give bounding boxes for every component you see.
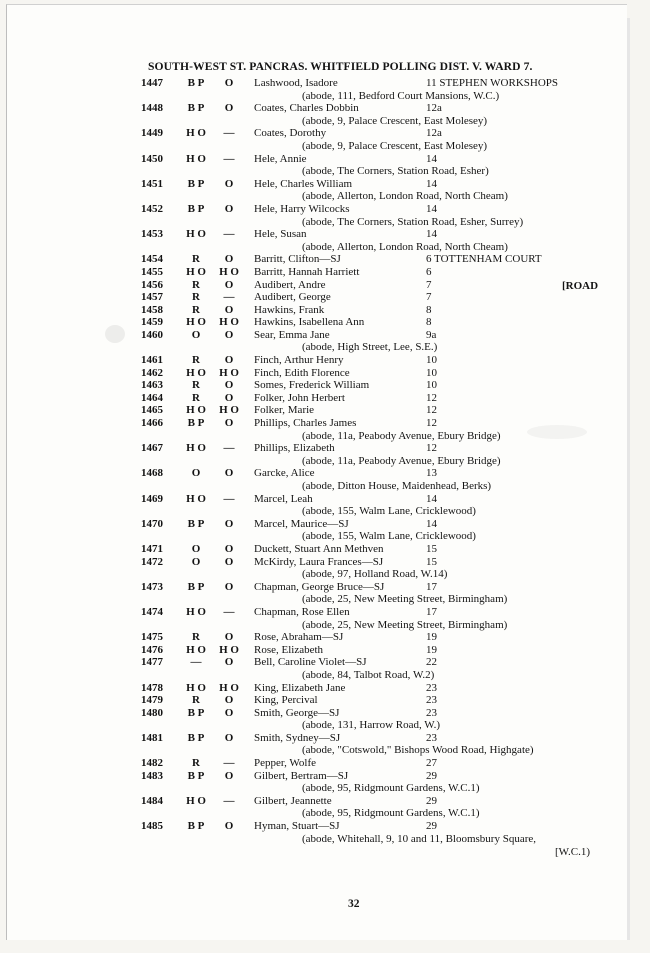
elector-name: Lashwood, Isadore: [254, 77, 338, 89]
address-number: 13: [426, 467, 437, 480]
entry-row: [0, 707, 620, 720]
address-number: 29: [426, 794, 437, 807]
address-number: 12: [426, 442, 437, 455]
address-number: 12a: [426, 102, 442, 115]
entry-number: 1462: [141, 366, 163, 379]
address-number: 6 TOTTENHAM COURT: [426, 253, 542, 266]
entry-row: [0, 467, 620, 480]
entry-number: 1453: [141, 228, 163, 241]
abode-line: [0, 341, 620, 354]
address-number: 19: [426, 631, 437, 644]
address-number: 9a: [426, 328, 437, 341]
entry-row: [0, 203, 620, 216]
entry-row: [0, 795, 620, 808]
entry-number: 1447: [141, 77, 163, 89]
address-number: 12: [426, 417, 437, 430]
abode-text: (abode, 95, Ridgmount Gardens, W.C.1): [302, 782, 480, 795]
qualification-2: O: [224, 253, 234, 266]
qualification-1: B P: [187, 102, 205, 115]
entry-row: [0, 581, 620, 594]
entry-number: 1467: [141, 442, 163, 455]
qualification-2: —: [223, 127, 235, 140]
qualification-1: O: [191, 542, 201, 555]
entry-number: 1463: [141, 379, 163, 392]
qualification-2: —: [223, 492, 235, 505]
elector-name: Hele, Charles William: [254, 177, 353, 190]
address-number: 14: [426, 517, 437, 530]
qualification-2: H O: [219, 404, 239, 417]
address-number: 14: [426, 152, 437, 165]
qualification-2: —: [223, 152, 235, 165]
elector-name: Somes, Frederick William: [254, 379, 370, 392]
entry-row: [0, 354, 620, 367]
address-number: 23: [426, 681, 437, 694]
elector-name: Coates, Dorothy: [254, 127, 327, 140]
address-number: 17: [426, 580, 437, 593]
abode-line: [0, 480, 620, 493]
qualification-2: —: [223, 442, 235, 455]
address-number: 12: [426, 404, 437, 417]
entry-number: 1468: [141, 467, 163, 480]
address-number: 7: [426, 291, 432, 304]
qualification-2: O: [224, 202, 234, 215]
qualification-2: —: [223, 794, 235, 807]
entry-row: [0, 518, 620, 531]
address-number: 12: [426, 391, 437, 404]
elector-name: Hyman, Stuart—SJ: [254, 820, 340, 833]
qualification-2: —: [223, 605, 235, 618]
qualification-2: O: [224, 706, 234, 719]
qualification-2: O: [224, 354, 234, 367]
qualification-1: H O: [186, 492, 206, 505]
entry-row: [0, 606, 620, 619]
qualification-1: B P: [187, 706, 205, 719]
qualification-2: O: [224, 177, 234, 190]
qualification-1: R: [192, 291, 200, 304]
entry-row: [0, 820, 620, 833]
qualification-1: R: [192, 631, 200, 644]
entry-number: 1483: [141, 769, 163, 782]
qualification-2: O: [224, 391, 234, 404]
abode-line: [0, 115, 620, 128]
entry-row: [0, 379, 620, 392]
elector-name: McKirdy, Laura Frances—SJ: [254, 555, 384, 568]
abode-line: [0, 619, 620, 632]
entry-number: 1469: [141, 492, 163, 505]
entry-number: 1480: [141, 706, 163, 719]
qualification-1: R: [192, 391, 200, 404]
qualification-2: H O: [219, 643, 239, 656]
entry-row: [0, 329, 620, 342]
entry-row: [0, 656, 620, 669]
page-number: 32: [348, 898, 360, 910]
road-continuation: [ROAD: [562, 280, 599, 292]
entry-number: 1461: [141, 354, 163, 367]
abode-line: [0, 744, 620, 757]
qualification-2: O: [224, 580, 234, 593]
entry-number: 1474: [141, 605, 163, 618]
elector-name: Gilbert, Bertram—SJ: [254, 769, 349, 782]
qualification-1: H O: [186, 316, 206, 329]
qualification-1: B P: [187, 580, 205, 593]
entry-row: [0, 304, 620, 317]
elector-name: Pepper, Wolfe: [254, 757, 317, 770]
qualification-2: O: [224, 631, 234, 644]
qualification-2: O: [224, 328, 234, 341]
entry-number: 1482: [141, 757, 163, 770]
address-number: 29: [426, 820, 437, 833]
address-number: 23: [426, 694, 437, 707]
qualification-2: O: [224, 517, 234, 530]
qualification-1: H O: [186, 404, 206, 417]
abode-line: [0, 140, 620, 153]
address-number: 11 STEPHEN WORKSHOPS: [426, 77, 559, 89]
abode-line: [0, 430, 620, 443]
address-number: 14: [426, 202, 437, 215]
qualification-1: R: [192, 354, 200, 367]
entry-number: 1458: [141, 303, 163, 316]
entry-number: 1460: [141, 328, 163, 341]
qualification-2: H O: [219, 681, 239, 694]
elector-name: Gilbert, Jeannette: [254, 794, 332, 807]
qualification-1: R: [192, 694, 200, 707]
qualification-1: B P: [187, 731, 205, 744]
address-number: 17: [426, 605, 437, 618]
qualification-2: —: [223, 228, 235, 241]
elector-name: Smith, Sydney—SJ: [254, 731, 341, 744]
entry-number: 1449: [141, 127, 163, 140]
qualification-1: B P: [187, 77, 205, 89]
elector-name: Hele, Susan: [254, 228, 307, 241]
entry-row: [0, 77, 620, 90]
address-number: 14: [426, 228, 437, 241]
qualification-1: H O: [186, 442, 206, 455]
qualification-1: H O: [186, 794, 206, 807]
entry-row: [0, 102, 620, 115]
entry-number: 1452: [141, 202, 163, 215]
qualification-2: O: [224, 278, 234, 291]
abode-line: [0, 216, 620, 229]
entry-number: 1481: [141, 731, 163, 744]
abode-text: (abode, 84, Talbot Road, W.2): [302, 668, 435, 681]
entry-row: [0, 153, 620, 166]
entry-row: [0, 279, 620, 292]
qualification-1: O: [191, 328, 201, 341]
abode-text: (abode, 25, New Meeting Street, Birmingham): [302, 618, 508, 631]
qualification-1: B P: [187, 517, 205, 530]
address-number: 10: [426, 354, 437, 367]
entry-row: [0, 543, 620, 556]
entry-row: [0, 493, 620, 506]
address-number: 14: [426, 177, 437, 190]
elector-name: Rose, Abraham—SJ: [254, 631, 344, 644]
qualification-2: O: [224, 542, 234, 555]
abode-text: (abode, The Corners, Station Road, Esher): [302, 165, 489, 178]
entry-row: [0, 253, 620, 266]
qualification-1: H O: [186, 152, 206, 165]
abode-line: [0, 90, 620, 103]
elector-name: Finch, Arthur Henry: [254, 354, 344, 367]
address-number: 8: [426, 303, 432, 316]
qualification-2: H O: [219, 316, 239, 329]
address-number: 7: [426, 278, 432, 291]
qualification-2: O: [224, 417, 234, 430]
qualification-1: R: [192, 379, 200, 392]
qualification-1: B P: [187, 202, 205, 215]
abode-text: (abode, 155, Walm Lane, Cricklewood): [302, 505, 476, 518]
entry-row: [0, 127, 620, 140]
entry-number: 1478: [141, 681, 163, 694]
entry-row: [0, 291, 620, 304]
entries-list: [0, 77, 620, 845]
elector-name: Audibert, Andre: [254, 278, 326, 291]
qualification-2: O: [224, 731, 234, 744]
address-number: 12a: [426, 127, 442, 140]
abode-text: (abode, 111, Bedford Court Mansions, W.C.): [302, 89, 500, 102]
entry-number: 1470: [141, 517, 163, 530]
qualification-2: O: [224, 467, 234, 480]
abode-text: (abode, 11a, Peabody Avenue, Ebury Bridge): [302, 429, 501, 442]
abode-text: (abode, 9, Palace Crescent, East Molesey): [302, 114, 488, 127]
abode-line: [0, 807, 620, 820]
elector-name: Phillips, Elizabeth: [254, 442, 335, 455]
entry-number: 1450: [141, 152, 163, 165]
qualification-2: O: [224, 555, 234, 568]
entry-number: 1471: [141, 542, 163, 555]
address-number: 10: [426, 379, 437, 392]
entry-row: [0, 392, 620, 405]
abode-line: [0, 833, 620, 846]
entry-row: [0, 556, 620, 569]
qualification-1: —: [190, 656, 202, 669]
entry-row: [0, 770, 620, 783]
elector-name: Barritt, Hannah Harriett: [254, 265, 360, 278]
qualification-1: B P: [187, 769, 205, 782]
abode-line: [0, 165, 620, 178]
elector-name: Chapman, George Bruce—SJ: [254, 580, 385, 593]
entry-number: 1466: [141, 417, 163, 430]
abode-line: [0, 190, 620, 203]
qualification-1: H O: [186, 643, 206, 656]
abode-text: (abode, 131, Harrow Road, W.): [302, 719, 441, 732]
elector-name: King, Percival: [254, 694, 318, 707]
abode-line: [0, 455, 620, 468]
entry-row: [0, 631, 620, 644]
address-number: 14: [426, 492, 437, 505]
address-number: 22: [426, 656, 437, 669]
entry-number: 1456: [141, 278, 163, 291]
abode-text: (abode, Allerton, London Road, North Cheam): [302, 190, 508, 203]
register-header: SOUTH-WEST ST. PANCRAS. WHITFIELD POLLING DIST. V. WARD 7.: [148, 60, 533, 73]
abode-text: (abode, 9, Palace Crescent, East Molesey): [302, 139, 488, 152]
elector-name: Phillips, Charles James: [254, 417, 357, 430]
entry-number: 1479: [141, 694, 163, 707]
elector-name: Garcke, Alice: [254, 467, 315, 480]
qualification-1: R: [192, 253, 200, 266]
elector-name: Barritt, Clifton—SJ: [254, 253, 341, 266]
qualification-2: O: [224, 77, 234, 89]
abode-line: [0, 530, 620, 543]
qualification-1: O: [191, 555, 201, 568]
address-number: 23: [426, 706, 437, 719]
elector-name: Marcel, Leah: [254, 492, 313, 505]
qualification-1: H O: [186, 127, 206, 140]
entry-row: [0, 228, 620, 241]
entry-number: 1472: [141, 555, 163, 568]
entry-row: [0, 404, 620, 417]
abode-text: (abode, 25, New Meeting Street, Birmingham): [302, 593, 508, 606]
abode-line: [0, 568, 620, 581]
elector-name: Sear, Emma Jane: [254, 328, 330, 341]
qualification-1: H O: [186, 681, 206, 694]
abode-line: [0, 505, 620, 518]
entry-number: 1457: [141, 291, 163, 304]
elector-name: Audibert, George: [254, 291, 331, 304]
abode-text: (abode, The Corners, Station Road, Esher, Surrey): [302, 215, 524, 228]
entry-number: 1451: [141, 177, 163, 190]
abode-line: [0, 669, 620, 682]
address-number: 15: [426, 542, 437, 555]
entry-number: 1476: [141, 643, 163, 656]
qualification-1: H O: [186, 366, 206, 379]
qualification-2: O: [224, 379, 234, 392]
qualification-1: B P: [187, 177, 205, 190]
entry-row: [0, 178, 620, 191]
address-number: 6: [426, 265, 432, 278]
entry-row: [0, 417, 620, 430]
qualification-1: R: [192, 757, 200, 770]
entry-row: [0, 367, 620, 380]
address-number: 10: [426, 366, 437, 379]
entry-number: 1484: [141, 794, 163, 807]
abode-text: (abode, 97, Holland Road, W.14): [302, 568, 448, 581]
abode-text: (abode, "Cotswold," Bishops Wood Road, Highgate): [302, 744, 534, 757]
entry-row: [0, 757, 620, 770]
elector-name: Finch, Edith Florence: [254, 366, 350, 379]
qualification-2: O: [224, 820, 234, 833]
address-number: 19: [426, 643, 437, 656]
entry-row: [0, 316, 620, 329]
abode-text: (abode, 95, Ridgmount Gardens, W.C.1): [302, 807, 480, 820]
elector-name: Coates, Charles Dobbin: [254, 102, 359, 115]
address-number: 8: [426, 316, 432, 329]
elector-name: Hele, Annie: [254, 152, 307, 165]
elector-name: King, Elizabeth Jane: [254, 681, 346, 694]
entry-number: 1448: [141, 102, 163, 115]
qualification-2: H O: [219, 366, 239, 379]
qualification-1: H O: [186, 228, 206, 241]
elector-name: Hele, Harry Wilcocks: [254, 202, 350, 215]
final-continuation: [W.C.1): [555, 846, 591, 858]
qualification-2: O: [224, 303, 234, 316]
entry-row: [0, 682, 620, 695]
qualification-2: O: [224, 694, 234, 707]
address-number: 23: [426, 731, 437, 744]
elector-name: Hawkins, Isabellena Ann: [254, 316, 365, 329]
qualification-1: B P: [187, 820, 205, 833]
entry-number: 1473: [141, 580, 163, 593]
qualification-2: O: [224, 769, 234, 782]
elector-name: Marcel, Maurice—SJ: [254, 517, 349, 530]
elector-name: Duckett, Stuart Ann Methven: [254, 542, 384, 555]
address-number: 27: [426, 757, 437, 770]
entry-number: 1464: [141, 391, 163, 404]
elector-name: Folker, John Herbert: [254, 391, 345, 404]
elector-name: Bell, Caroline Violet—SJ: [254, 656, 367, 669]
entry-number: 1454: [141, 253, 163, 266]
entry-number: 1475: [141, 631, 163, 644]
qualification-2: —: [223, 757, 235, 770]
entry-number: 1465: [141, 404, 163, 417]
abode-text: (abode, Ditton House, Maidenhead, Berks): [302, 480, 492, 492]
qualification-2: O: [224, 656, 234, 669]
abode-line: [0, 593, 620, 606]
abode-text: (abode, Allerton, London Road, North Cheam): [302, 240, 508, 253]
abode-text: (abode, 11a, Peabody Avenue, Ebury Bridge): [302, 454, 501, 467]
abode-line: [0, 782, 620, 795]
entry-row: [0, 694, 620, 707]
qualification-1: H O: [186, 605, 206, 618]
abode-text: (abode, 155, Walm Lane, Cricklewood): [302, 530, 476, 543]
elector-name: Rose, Elizabeth: [254, 643, 324, 656]
entry-number: 1455: [141, 265, 163, 278]
abode-line: [0, 241, 620, 254]
qualification-1: B P: [187, 417, 205, 430]
address-number: 15: [426, 555, 437, 568]
qualification-1: R: [192, 278, 200, 291]
entry-row: [0, 732, 620, 745]
abode-line: [0, 719, 620, 732]
elector-name: Folker, Marie: [254, 404, 315, 417]
qualification-2: —: [223, 291, 235, 304]
entry-number: 1485: [141, 820, 163, 833]
elector-name: Smith, George—SJ: [254, 706, 340, 719]
entry-row: [0, 442, 620, 455]
elector-name: Chapman, Rose Ellen: [254, 605, 350, 618]
abode-text: (abode, Whitehall, 9, 10 and 11, Bloomsbury Square,: [302, 832, 537, 845]
entry-number: 1459: [141, 316, 163, 329]
elector-name: Hawkins, Frank: [254, 303, 325, 316]
entry-number: 1477: [141, 656, 163, 669]
qualification-1: H O: [186, 265, 206, 278]
entry-row: [0, 266, 620, 279]
qualification-1: R: [192, 303, 200, 316]
qualification-2: H O: [219, 265, 239, 278]
address-number: 29: [426, 769, 437, 782]
abode-text: (abode, High Street, Lee, S.E.): [302, 341, 438, 354]
qualification-1: O: [191, 467, 201, 480]
entry-row: [0, 644, 620, 657]
qualification-2: O: [224, 102, 234, 115]
